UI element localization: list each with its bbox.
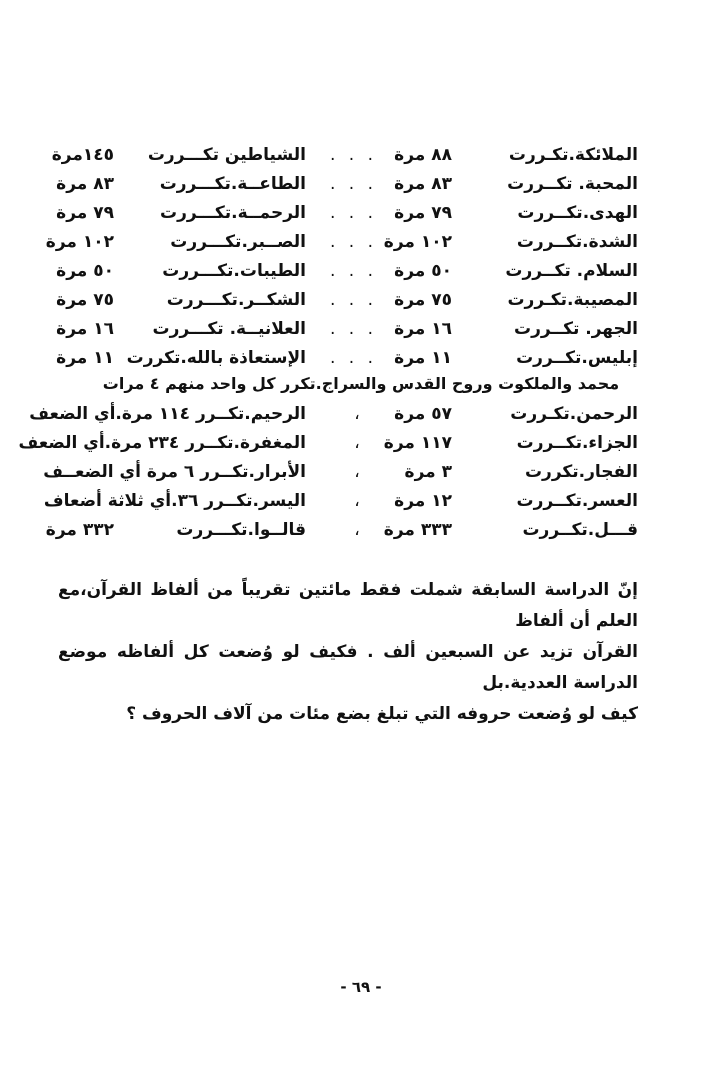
table-row bbox=[0, 486, 722, 516]
separator: ، bbox=[354, 520, 360, 540]
word-label: السلام. تكــررت bbox=[505, 261, 638, 281]
paragraph-line: كيف لو وُضعت حروفه التي تبلغ بضع مئات من آلاف الحروف ؟ bbox=[126, 704, 638, 724]
paired-count-value: ٣٣٢ مرة bbox=[45, 520, 114, 540]
paired-word-label: قالــوا.تكـــررت bbox=[176, 520, 306, 540]
count-value: ٨٣ مرة bbox=[394, 174, 452, 194]
count-value: ١١٧ مرة bbox=[383, 433, 452, 453]
table-row bbox=[0, 169, 722, 199]
body-paragraph bbox=[58, 575, 638, 730]
word-label: إبليس.تكــررت bbox=[516, 348, 638, 368]
count-value: ٥٧ مرة bbox=[394, 404, 452, 424]
table-row bbox=[0, 515, 722, 545]
separator: . . . bbox=[329, 232, 377, 252]
paired-count-value: ١٤٥مرة bbox=[51, 145, 114, 165]
paragraph-line: القرآن تزيد عن السبعين ألف . فكيف لو وُضعت كل ألفاظه موضع الدراسة العددية.بل bbox=[58, 642, 638, 693]
count-value: ١٢ مرة bbox=[394, 491, 452, 511]
paired-count-value: ٧٩ مرة bbox=[56, 203, 114, 223]
word-label: الهدى.تكــررت bbox=[517, 203, 638, 223]
table-row bbox=[0, 198, 722, 228]
separator: . . . bbox=[329, 174, 377, 194]
count-value: ١١ مرة bbox=[394, 348, 452, 368]
word-label: الشدة.تكــررت bbox=[516, 232, 638, 252]
page-number: - ٦٩ - bbox=[340, 978, 382, 996]
paired-count-value: ٨٣ مرة bbox=[56, 174, 114, 194]
paired-word-label: الإستعاذة بالله.تكررت bbox=[126, 348, 306, 368]
table-row bbox=[0, 256, 722, 286]
count-value: ٨٨ مرة bbox=[394, 145, 452, 165]
word-label: العسر.تكــررت bbox=[516, 491, 638, 511]
paired-count-value: ١١ مرة bbox=[56, 348, 114, 368]
paired-word-label: الشكــر.تكـــررت bbox=[166, 290, 306, 310]
separator: . . . bbox=[329, 290, 377, 310]
paired-word-detail: الأبرار.تكــرر ٦ مرة أي الضعــف bbox=[43, 462, 306, 482]
table-row bbox=[0, 343, 722, 373]
count-value: ٣ مرة bbox=[404, 462, 452, 482]
paired-word-detail: الرحيم.تكــرر ١١٤ مرة.أي الضعف bbox=[29, 404, 306, 424]
table-row bbox=[0, 428, 722, 458]
separator: . . . bbox=[329, 145, 377, 165]
word-label: الملائكة.تكـررت bbox=[508, 145, 638, 165]
paired-word-detail: المغفرة.تكــرر ٢٣٤ مرة.أي الضعف bbox=[18, 433, 306, 453]
word-label: قـــل.تكــررت bbox=[522, 520, 638, 540]
paired-word-detail: اليسر.تكــرر ٣٦.أي ثلاثة أضعاف bbox=[43, 491, 306, 511]
separator: ، bbox=[354, 491, 360, 511]
summary-note: محمد والملكوت وروح القدس والسراج.تكرر كل واحد منهم ٤ مرات bbox=[102, 374, 620, 393]
separator: ، bbox=[354, 462, 360, 482]
paired-count-value: ٧٥ مرة bbox=[56, 290, 114, 310]
table-row bbox=[0, 399, 722, 429]
word-label: الفجار.تكررت bbox=[524, 462, 638, 482]
paired-word-label: الطيبات.تكـــررت bbox=[162, 261, 306, 281]
paragraph-line: إنّ الدراسة السابقة شملت فقط مائتين تقريباً من ألفاظ القرآن،مع العلم أن ألفاظ bbox=[58, 580, 638, 631]
separator: . . . bbox=[329, 261, 377, 281]
table-row bbox=[0, 227, 722, 257]
separator: . . . bbox=[329, 203, 377, 223]
word-label: الجهر. تكــررت bbox=[514, 319, 638, 339]
count-value: ١٠٢ مرة bbox=[383, 232, 452, 252]
paired-word-label: الطاعــة.تكـــررت bbox=[159, 174, 306, 194]
table-row bbox=[0, 457, 722, 487]
word-label: الرحمن.تكـررت bbox=[510, 404, 638, 424]
separator: ، bbox=[354, 404, 360, 424]
paired-word-label: الشياطين تكـــررت bbox=[147, 145, 306, 165]
paired-count-value: ١٠٢ مرة bbox=[45, 232, 114, 252]
count-value: ٣٣٣ مرة bbox=[383, 520, 452, 540]
paired-word-label: الرحمــة.تكـــررت bbox=[160, 203, 306, 223]
table-row bbox=[0, 140, 722, 170]
count-value: ٥٠ مرة bbox=[394, 261, 452, 281]
separator: ، bbox=[354, 433, 360, 453]
separator: . . . bbox=[329, 348, 377, 368]
table-row bbox=[0, 314, 722, 344]
count-value: ٧٩ مرة bbox=[394, 203, 452, 223]
table-row bbox=[0, 285, 722, 315]
word-label: الجزاء.تكــررت bbox=[516, 433, 638, 453]
word-label: المصيبة.تكـررت bbox=[507, 290, 638, 310]
count-value: ٧٥ مرة bbox=[394, 290, 452, 310]
word-label: المحبة. تكــررت bbox=[507, 174, 638, 194]
separator: . . . bbox=[329, 319, 377, 339]
paired-word-label: العلانيــة. تكـــررت bbox=[152, 319, 306, 339]
paired-word-label: الصــبر.تكـــررت bbox=[170, 232, 306, 252]
paired-count-value: ٥٠ مرة bbox=[56, 261, 114, 281]
paired-count-value: ١٦ مرة bbox=[56, 319, 114, 339]
count-value: ١٦ مرة bbox=[394, 319, 452, 339]
